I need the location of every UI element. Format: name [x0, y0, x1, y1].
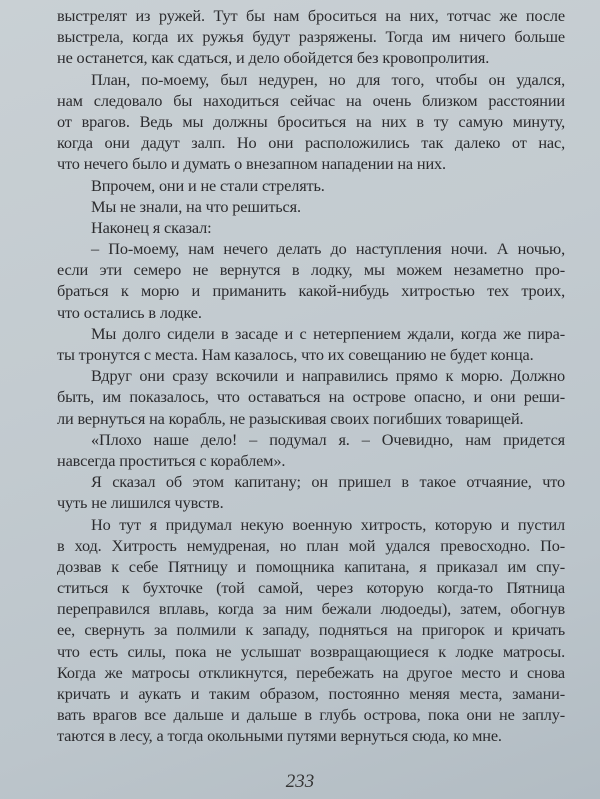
paragraph: [57, 323, 565, 365]
paragraph: [57, 69, 565, 175]
page-number: 233: [285, 771, 315, 792]
text-line: вать врагов все дальше и дальше в глубь острова, пока они не заплу-: [57, 705, 565, 725]
text-line: Я сказал об этом капитану; он пришел в такое отчаяние, что: [91, 472, 565, 492]
text-line: в ход. Хитрость немудреная, но план мой удался превосходно. По-: [57, 535, 565, 555]
text-line: таются в лесу, а тогда окольными путями вернуться сюда, ко мне.: [57, 726, 502, 746]
text-line: «Плохо наше дело! – подумал я. – Очевидно, нам придется: [91, 429, 565, 449]
text-line: Мы не знали, на что решиться.: [91, 196, 301, 216]
paragraph: [57, 514, 565, 747]
text-line: ститься к бухточке (той самой, через которую когда-то Пятница: [57, 578, 565, 598]
text-line: Вдруг они сразу вскочили и направились прямо к морю. Должно: [91, 366, 565, 386]
text-line: переправился вплавь, когда за ним бежали людоеды), затем, обогнув: [57, 599, 565, 619]
text-line: План, по-моему, был недурен, но для того, чтобы он удался,: [91, 69, 565, 89]
text-line: выстрелят из ружей. Тут бы нам броситься на них, тотчас же после: [57, 6, 565, 25]
paragraph: [57, 471, 565, 513]
text-line: выстрела, когда их ружья будут разряжены. Тогда им ничего больше: [57, 27, 565, 47]
text-line: ее, свернуть за полмили к западу, подняться на пригорок и кричать: [57, 620, 565, 640]
text-line: нам следовало бы находиться сейчас на очень близком расстоянии: [57, 90, 565, 110]
paragraph: [57, 365, 565, 429]
text-line: не останется, как сдаться, и дело обойдется без кровопролития.: [57, 48, 490, 68]
paragraph: [57, 175, 565, 196]
text-line: дозвав к себе Пятницу и помощника капитана, я приказал им спу-: [57, 556, 565, 576]
text-line: кричать и аукать и таким образом, постоянно меняя места, замани-: [57, 684, 565, 703]
text-line: – По-моему, нам нечего делать до наступления ночи. А ночью,: [91, 239, 565, 259]
text-line: браться к морю и приманить какой-нибудь хитростью тех троих,: [57, 281, 565, 301]
text-line: быть, им показалось, что оставаться на острове опасно, и они реши-: [57, 387, 565, 407]
paragraph: [57, 196, 565, 217]
paragraph: [57, 217, 565, 238]
body-text: [57, 5, 565, 747]
text-line: что есть силы, пока не услышат возвращающиеся к лодке матросы.: [57, 641, 565, 661]
text-line: Наконец я сказал:: [91, 217, 212, 237]
text-line: ли вернуться на корабль, не разыскивая своих погибших товарищей.: [57, 408, 524, 428]
text-line: Впрочем, они и не стали стрелять.: [91, 175, 325, 195]
text-line: чуть не лишился чувств.: [57, 493, 224, 513]
text-line: Когда же матросы откликнутся, перебежать на другое место и снова: [57, 662, 565, 682]
text-line: если эти семеро не вернутся в лодку, мы можем незаметно про-: [57, 260, 565, 280]
text-line: от врагов. Ведь мы должны броситься на них в ту самую минуту,: [57, 111, 565, 131]
text-line: Но тут я придумал некую военную хитрость, которую и пустил: [91, 514, 565, 534]
text-line: Мы долго сидели в засаде и с нетерпением ждали, когда же пира-: [91, 323, 565, 343]
text-line: что остались в лодке.: [57, 302, 202, 322]
paragraph: [57, 5, 565, 69]
text-line: что нечего было и думать о внезапном нападении на них.: [57, 154, 446, 174]
text-line: ты тронутся с места. Нам казалось, что их совещанию не будет конца.: [57, 345, 534, 364]
text-line: навсегда проститься с кораблем».: [57, 450, 286, 470]
paragraph: [57, 429, 565, 471]
text-line: когда они дадут залп. Но они расположились так далеко от нас,: [57, 133, 565, 153]
paragraph: [57, 238, 565, 323]
